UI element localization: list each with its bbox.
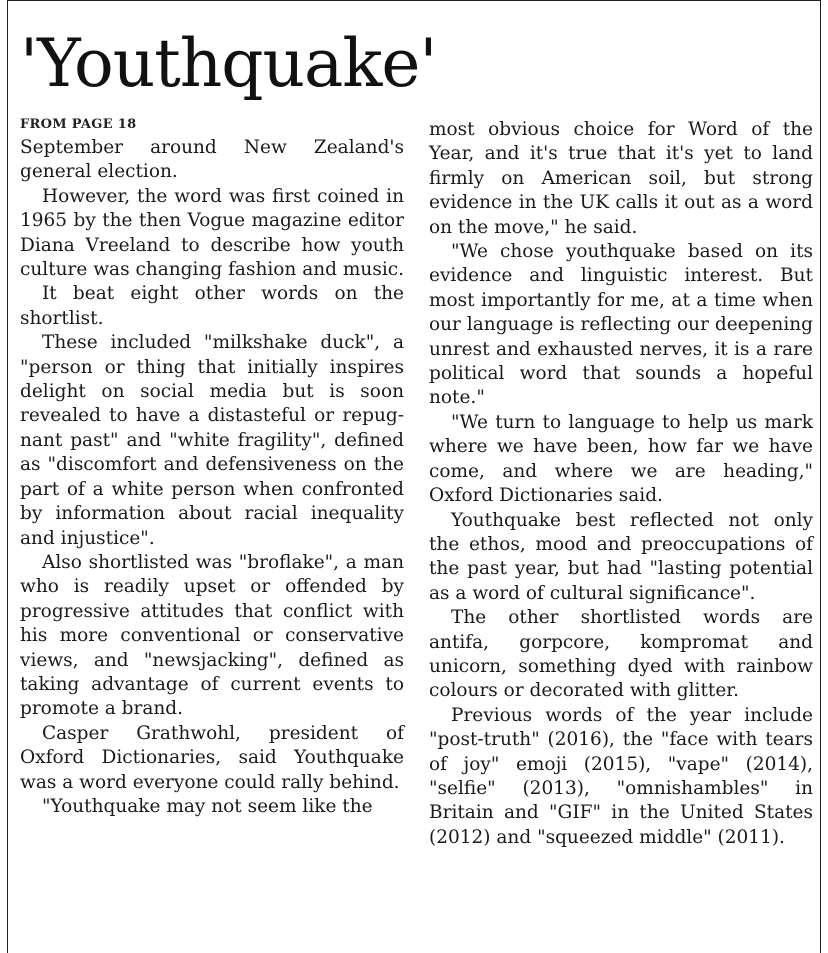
paragraph: "We chose youthquake based on its evidence and linguistic interest. But most importantly for me, at a time when our language is reflecting our deepening unrest and exhausted nerves, it is a rare political word that sounds a hopeful note." — [429, 241, 813, 409]
paragraph: "We turn to language to help us mark where we have been, how far we have come, and where we are heading," Oxford Dictionaries said. — [429, 411, 813, 507]
paragraph: most obvious choice for Word of the Year, and it's true that it's yet to land firmly on American soil, but strong evidence in the UK calls it out as a word on the move," he said. — [429, 119, 813, 238]
paragraph: Casper Grathwohl, president of Oxford Dictionaries, said Youthquake was a word everyone could rally behind. — [20, 722, 404, 793]
right-column-rule — [820, 0, 821, 953]
paragraph: The other shortlisted words are antifa, gorpcore, kompromat and unicorn, something dyed with rainbow colours or decorated with glitter. — [429, 607, 813, 702]
paragraph: Youthquake best reflected not only the ethos, mood and preoccupations of the past year, but had "lasting potential as a word of cultural significance". — [429, 509, 813, 604]
right-column — [429, 118, 813, 850]
paragraph: Also shortlisted was "broflake", a man who is readily upset or offended by progressive attitudes that conflict with his more conventional or conservative views, and "newsjacking", defined as taking advantage of current events to promote a brand. — [20, 551, 404, 720]
top-rule — [7, 0, 820, 1]
paragraph: September around New Zealand's general election. — [20, 137, 404, 183]
paragraph: It beat eight other words on the shortlist. — [20, 283, 404, 329]
left-column-rule — [7, 0, 8, 953]
kicker: FROM PAGE 18 — [20, 117, 137, 132]
paragraph: Previous words of the year include "post-truth" (2016), the "face with tears of joy" emoji (2015), "vape" (2014), "selfie" (2013), "omnishambles" in Britain and "GIF" in the United States (2012) and "squeezed middle" (2011). — [429, 704, 813, 848]
paragraph: "Youthquake may not seem like the — [42, 795, 373, 817]
paragraph: These included "milkshake duck", a "person or thing that initially inspires delight on social media but is soon revealed to have a distasteful or repugnant past" and "white fragility", defined as "discomfort and defensiveness on the part of a white person when confronted by information about racial inequality and injustice". — [20, 332, 404, 549]
paragraph: However, the word was first coined in 1965 by the then Vogue magazine editor Diana Vreeland to describe how youth culture was changing fashion and music. — [20, 185, 404, 281]
left-column — [20, 116, 404, 819]
headline: 'Youthquake' — [20, 25, 437, 102]
